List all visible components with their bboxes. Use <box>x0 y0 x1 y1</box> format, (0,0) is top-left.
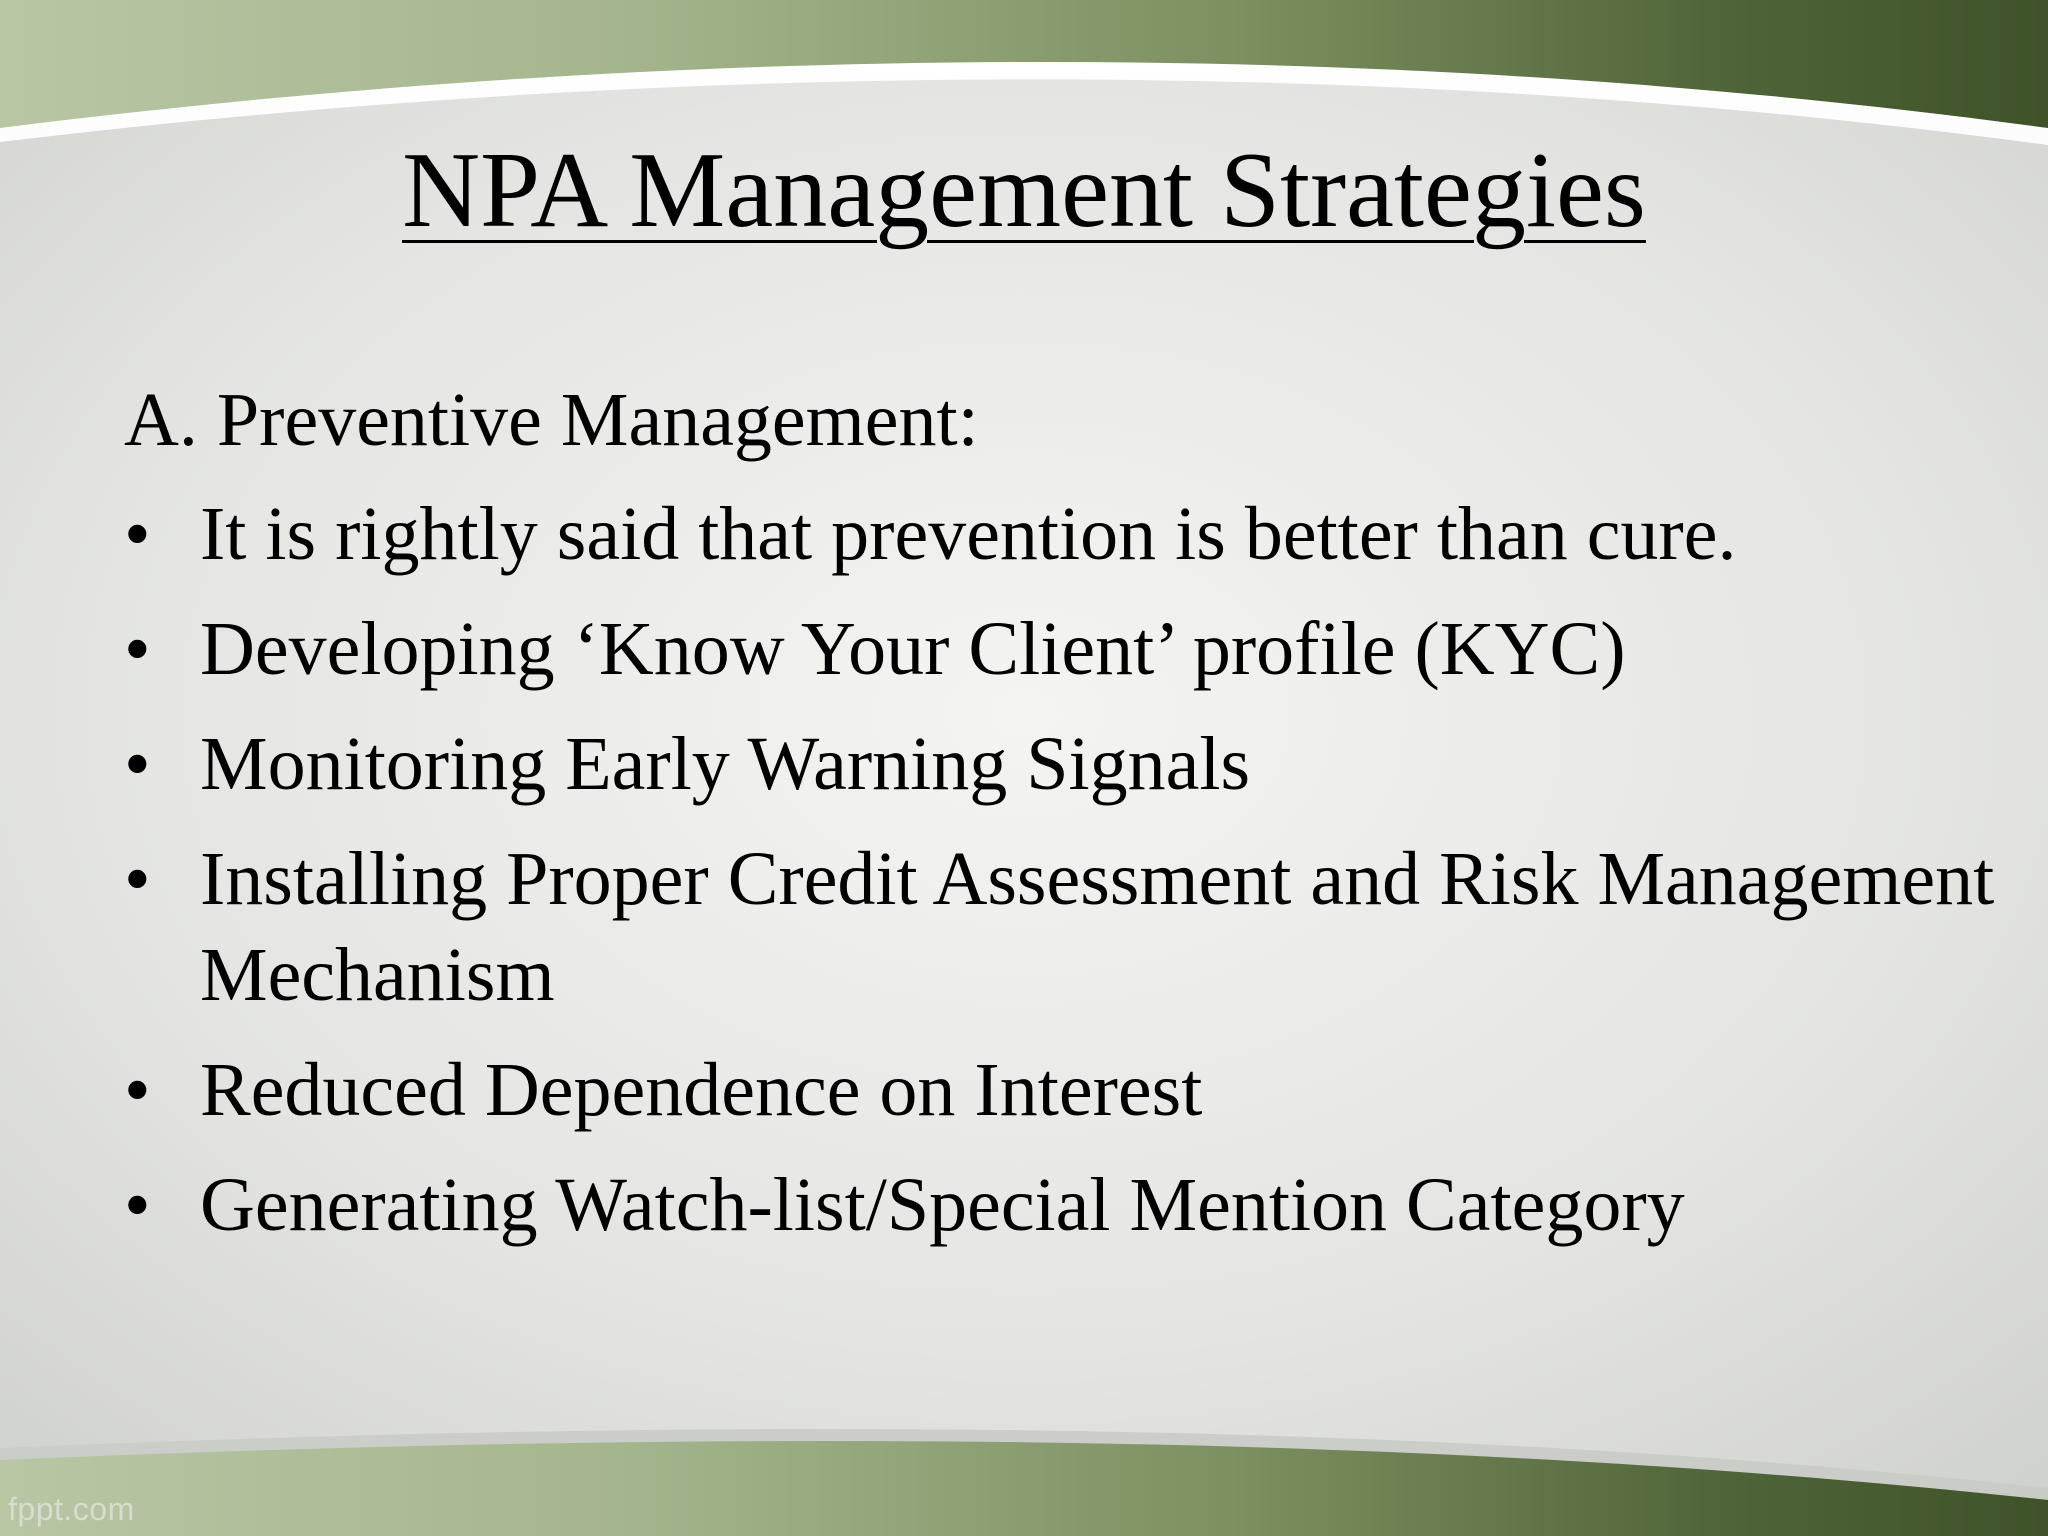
slide-title: NPA Management Strategies <box>402 131 1646 250</box>
bullet-list <box>124 486 2004 1253</box>
bullet-icon: • <box>124 722 151 806</box>
list-item <box>124 716 2004 812</box>
bullet-text: It is rightly said that prevention is better than cure. <box>200 492 1737 576</box>
bullet-text: Monitoring Early Warning Signals <box>200 722 1251 806</box>
list-item <box>124 1157 2004 1253</box>
bullet-icon: • <box>124 1163 151 1247</box>
section-heading: A. Preventive Management: <box>124 378 979 462</box>
list-item <box>124 486 2004 582</box>
list-item <box>124 1042 2004 1138</box>
slide-content <box>124 372 2004 1272</box>
bullet-icon: • <box>124 607 151 691</box>
bullet-text: Installing Proper Credit Assessment and Risk Management Mechanism <box>200 837 1995 1017</box>
bullet-icon: • <box>124 492 151 576</box>
bullet-icon: • <box>124 1048 151 1132</box>
list-item <box>124 601 2004 697</box>
footer-watermark: fppt.com <box>8 1491 135 1527</box>
bullet-text: Generating Watch-list/Special Mention Category <box>200 1163 1685 1247</box>
bullet-text: Developing ‘Know Your Client’ profile (KYC) <box>200 607 1626 691</box>
bullet-text: Reduced Dependence on Interest <box>200 1048 1203 1132</box>
bullet-icon: • <box>124 837 151 921</box>
list-item <box>124 831 2004 1023</box>
